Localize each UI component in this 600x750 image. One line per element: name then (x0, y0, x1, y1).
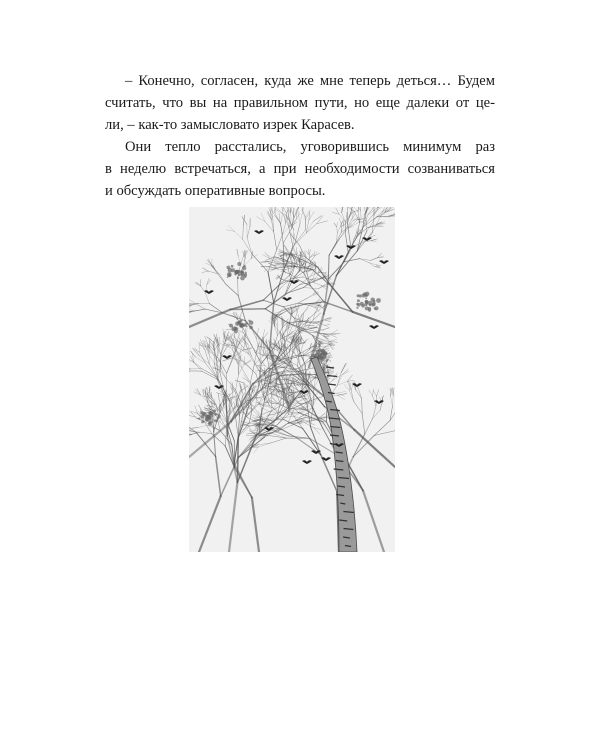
text-block (105, 70, 495, 202)
text-line: считать, что вы на правильном пути, но еще далеки от це- (105, 95, 495, 111)
text-line: – Конечно, согласен, куда же мне теперь деться… Будем (125, 73, 495, 89)
text-line: и обсуждать оперативные вопросы. (105, 183, 326, 199)
text-line: ли, – как-то замысловато изрек Карасев. (105, 117, 355, 133)
paragraph-1 (105, 70, 495, 136)
tree-illustration (189, 207, 395, 552)
text-line: Они тепло расстались, уговорившись минимум раз (125, 139, 495, 155)
winter-trees-icon (189, 207, 395, 552)
paragraph-2 (105, 136, 495, 202)
text-line: в неделю встречаться, а при необходимости созваниваться (105, 161, 495, 177)
